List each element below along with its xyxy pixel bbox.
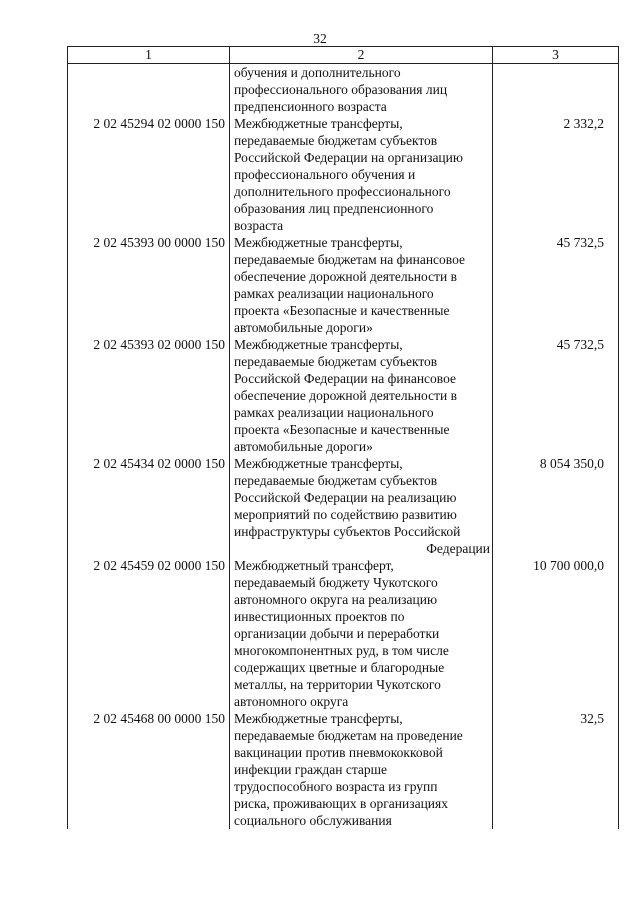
description-line: передаваемые бюджетам субъектов: [234, 473, 438, 488]
description-line: возраста: [234, 218, 284, 233]
description-line: металлы, на территории Чукотского: [234, 677, 441, 692]
table-row: [68, 234, 619, 336]
budget-code-cell: 2 02 45294 02 0000 150: [68, 115, 230, 234]
description-line: инфекции граждан старше: [234, 762, 388, 777]
description-line: передаваемые бюджетам субъектов: [234, 354, 438, 369]
description-cell: [230, 115, 493, 234]
description-line: содержащих цветные и благородные: [234, 660, 445, 675]
column-header-amount: 3: [493, 47, 619, 64]
table-header-row: [68, 47, 619, 64]
description-line: Межбюджетные трансферты,: [234, 711, 403, 726]
budget-code-cell: [68, 64, 230, 116]
description-line: предпенсионного возраста: [234, 99, 387, 114]
budget-table: [67, 46, 619, 829]
description-line: автомобильные дороги»: [234, 439, 373, 454]
description-cell: [230, 710, 493, 829]
description-line: Межбюджетные трансферты,: [234, 235, 403, 250]
amount-cell: 10 700 000,0: [493, 557, 619, 710]
description-line: передаваемые бюджетам субъектов: [234, 133, 438, 148]
description-line: Межбюджетные трансферты,: [234, 337, 403, 352]
amount-cell: 8 054 350,0: [493, 455, 619, 557]
table-row: [68, 64, 619, 116]
description-line: передаваемый бюджету Чукотского: [234, 575, 438, 590]
description-line: автономного округа на реализацию: [234, 592, 438, 607]
description-cell: [230, 336, 493, 455]
amount-cell: 45 732,5: [493, 336, 619, 455]
description-line: Межбюджетные трансферты,: [234, 116, 403, 131]
description-cell: [230, 234, 493, 336]
budget-code-cell: 2 02 45393 00 0000 150: [68, 234, 230, 336]
description-line: многокомпонентных руд, в том числе: [234, 643, 449, 658]
description-line: инвестиционных проектов по: [234, 609, 405, 624]
column-header-code: 1: [68, 47, 230, 64]
description-line: образования лиц предпенсионного: [234, 201, 434, 216]
description-line: обучения и дополнительного: [234, 65, 401, 80]
table-row: [68, 557, 619, 710]
description-line: Российской Федерации на реализацию: [234, 490, 457, 505]
description-line: передаваемые бюджетам на финансовое: [234, 252, 465, 267]
description-line: профессионального обучения и: [234, 167, 416, 182]
description-line: мероприятий по содействию развитию: [234, 507, 457, 522]
amount-cell: 32,5: [493, 710, 619, 829]
table-row: [68, 710, 619, 829]
amount-cell: [493, 64, 619, 116]
description-line: инфраструктуры субъектов Российской: [234, 524, 461, 539]
description-line: автомобильные дороги»: [234, 320, 373, 335]
description-line: Федерации: [426, 541, 490, 556]
description-line: обеспечение дорожной деятельности в: [234, 269, 457, 284]
description-line: передаваемые бюджетам на проведение: [234, 728, 463, 743]
column-header-description: 2: [230, 47, 493, 64]
description-line: профессионального образования лиц: [234, 82, 448, 97]
description-line: Межбюджетный трансферт,: [234, 558, 394, 573]
description-cell: [230, 455, 493, 557]
table-row: [68, 115, 619, 234]
description-line: Российской Федерации на финансовое: [234, 371, 456, 386]
table-row: [68, 336, 619, 455]
description-line: Межбюджетные трансферты,: [234, 456, 403, 471]
description-line: рамках реализации национального: [234, 286, 434, 301]
description-line: организации добычи и переработки: [234, 626, 440, 641]
amount-cell: 45 732,5: [493, 234, 619, 336]
description-cell: [230, 557, 493, 710]
description-line: Российской Федерации на организацию: [234, 150, 463, 165]
description-line: рамках реализации национального: [234, 405, 434, 420]
budget-code-cell: 2 02 45468 00 0000 150: [68, 710, 230, 829]
description-line: автономного округа: [234, 694, 349, 709]
description-line: проекта «Безопасные и качественные: [234, 422, 450, 437]
description-line: проекта «Безопасные и качественные: [234, 303, 450, 318]
description-line: трудоспособного возраста из групп: [234, 779, 438, 794]
budget-code-cell: 2 02 45459 02 0000 150: [68, 557, 230, 710]
description-line: риска, проживающих в организациях: [234, 796, 448, 811]
page-number: 32: [313, 31, 327, 46]
description-line: социального обслуживания: [234, 813, 392, 828]
description-line: обеспечение дорожной деятельности в: [234, 388, 457, 403]
description-cell: [230, 64, 493, 116]
amount-cell: 2 332,2: [493, 115, 619, 234]
budget-code-cell: 2 02 45434 02 0000 150: [68, 455, 230, 557]
budget-code-cell: 2 02 45393 02 0000 150: [68, 336, 230, 455]
description-line: дополнительного профессионального: [234, 184, 451, 199]
description-line: вакцинации против пневмококковой: [234, 745, 443, 760]
table-row: [68, 455, 619, 557]
